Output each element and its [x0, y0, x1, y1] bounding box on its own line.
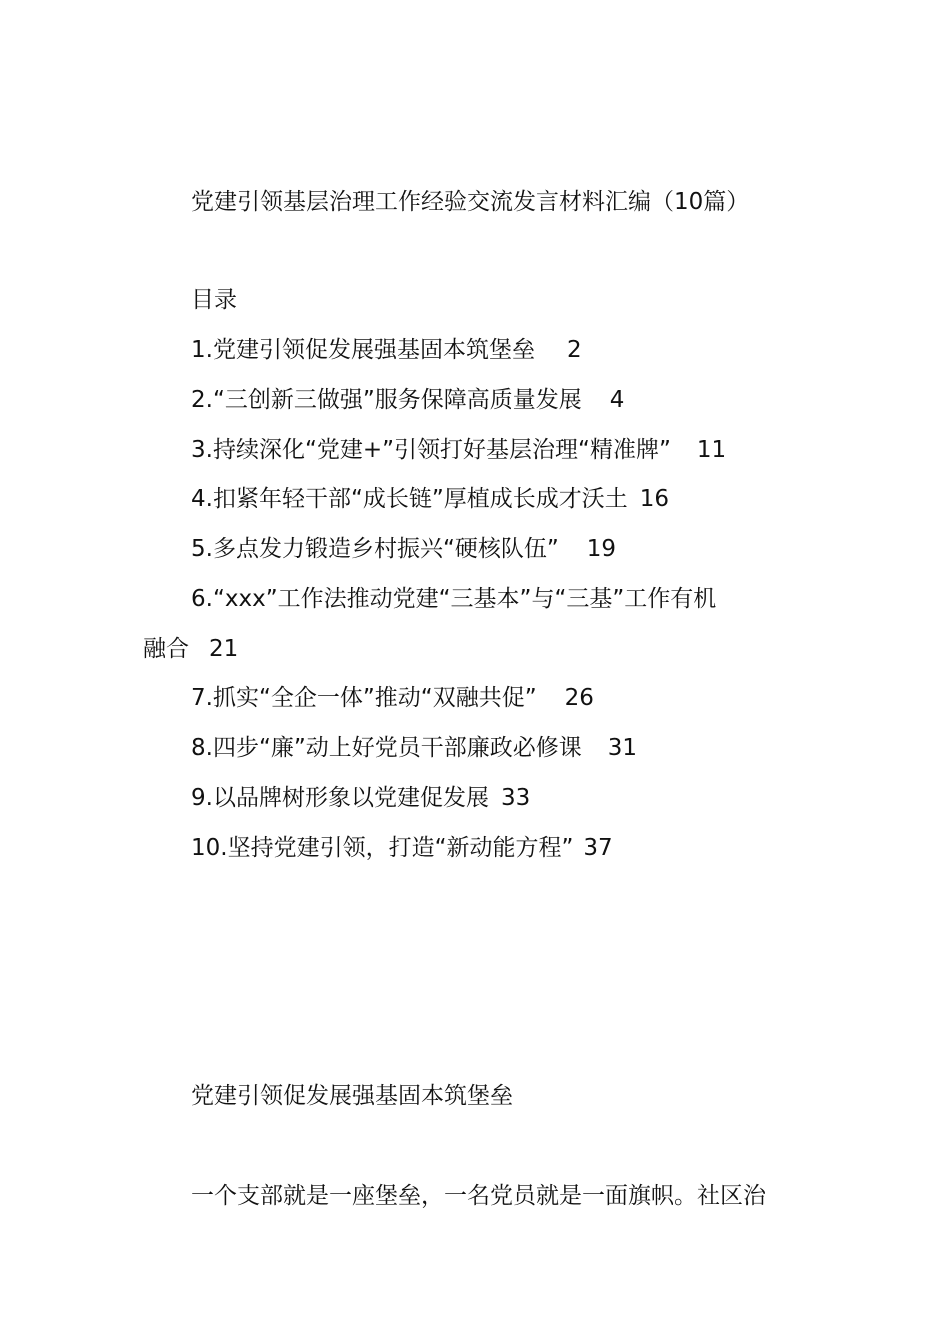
toc-item-text: 3.持续深化“党建+”引领打好基层治理“精准牌” [191, 437, 671, 463]
toc-item-text: 10.坚持党建引领，打造“新动能方程” [191, 835, 574, 861]
toc-item-page: 33 [500, 785, 531, 811]
toc-item-text: 4.扣紧年轻干部“成长链”厚植成长成才沃土 [191, 486, 628, 512]
toc-item-page: 11 [696, 437, 727, 463]
toc-item [191, 732, 637, 764]
toc-item-page: 37 [583, 835, 613, 861]
toc-item-text: 2.“三创新三做强”服务保障高质量发展 [191, 387, 582, 413]
toc-item-page: 31 [607, 735, 638, 761]
document-title: 党建引领基层治理工作经验交流发言材料汇编（10篇） [191, 189, 750, 215]
toc-item-page: 19 [586, 536, 617, 562]
toc-item [191, 533, 616, 565]
toc-item [191, 434, 726, 466]
toc-item-text: 9.以品牌树形象以党建促发展 [191, 785, 489, 811]
section-title: 党建引领促发展强基固本筑堡垒 [191, 1083, 513, 1109]
toc-item [191, 483, 669, 515]
toc-item-text: 6.“xxx”工作法推动党建“三基本”与“三基”工作有机 [191, 586, 717, 612]
toc-item-page: 21 [209, 636, 239, 662]
toc-item-page: 4 [609, 387, 625, 413]
toc-item-text: 8.四步“廉”动上好党员干部廉政必修课 [191, 735, 582, 761]
toc-item-text-continuation: 融合 [143, 636, 189, 662]
toc-item-text: 5.多点发力锻造乡村振兴“硬核队伍” [191, 536, 559, 562]
toc-item-continuation [143, 633, 238, 665]
toc-item-page: 2 [566, 337, 582, 363]
toc-item [191, 583, 716, 615]
body-paragraph: 一个支部就是一座堡垒，一名党员就是一面旗帜。社区治 [191, 1183, 766, 1209]
toc-item [191, 832, 613, 864]
toc-item [191, 384, 624, 416]
toc-item-text: 1.党建引领促发展强基固本筑堡垒 [191, 337, 535, 363]
toc-item-page: 16 [639, 486, 670, 512]
toc-item-text: 7.抓实“全企一体”推动“双融共促” [191, 685, 537, 711]
toc-heading: 目录 [191, 287, 237, 313]
toc-item [191, 682, 594, 714]
toc-item-page: 26 [564, 685, 594, 711]
toc-item [191, 334, 582, 366]
toc-item [191, 782, 530, 814]
